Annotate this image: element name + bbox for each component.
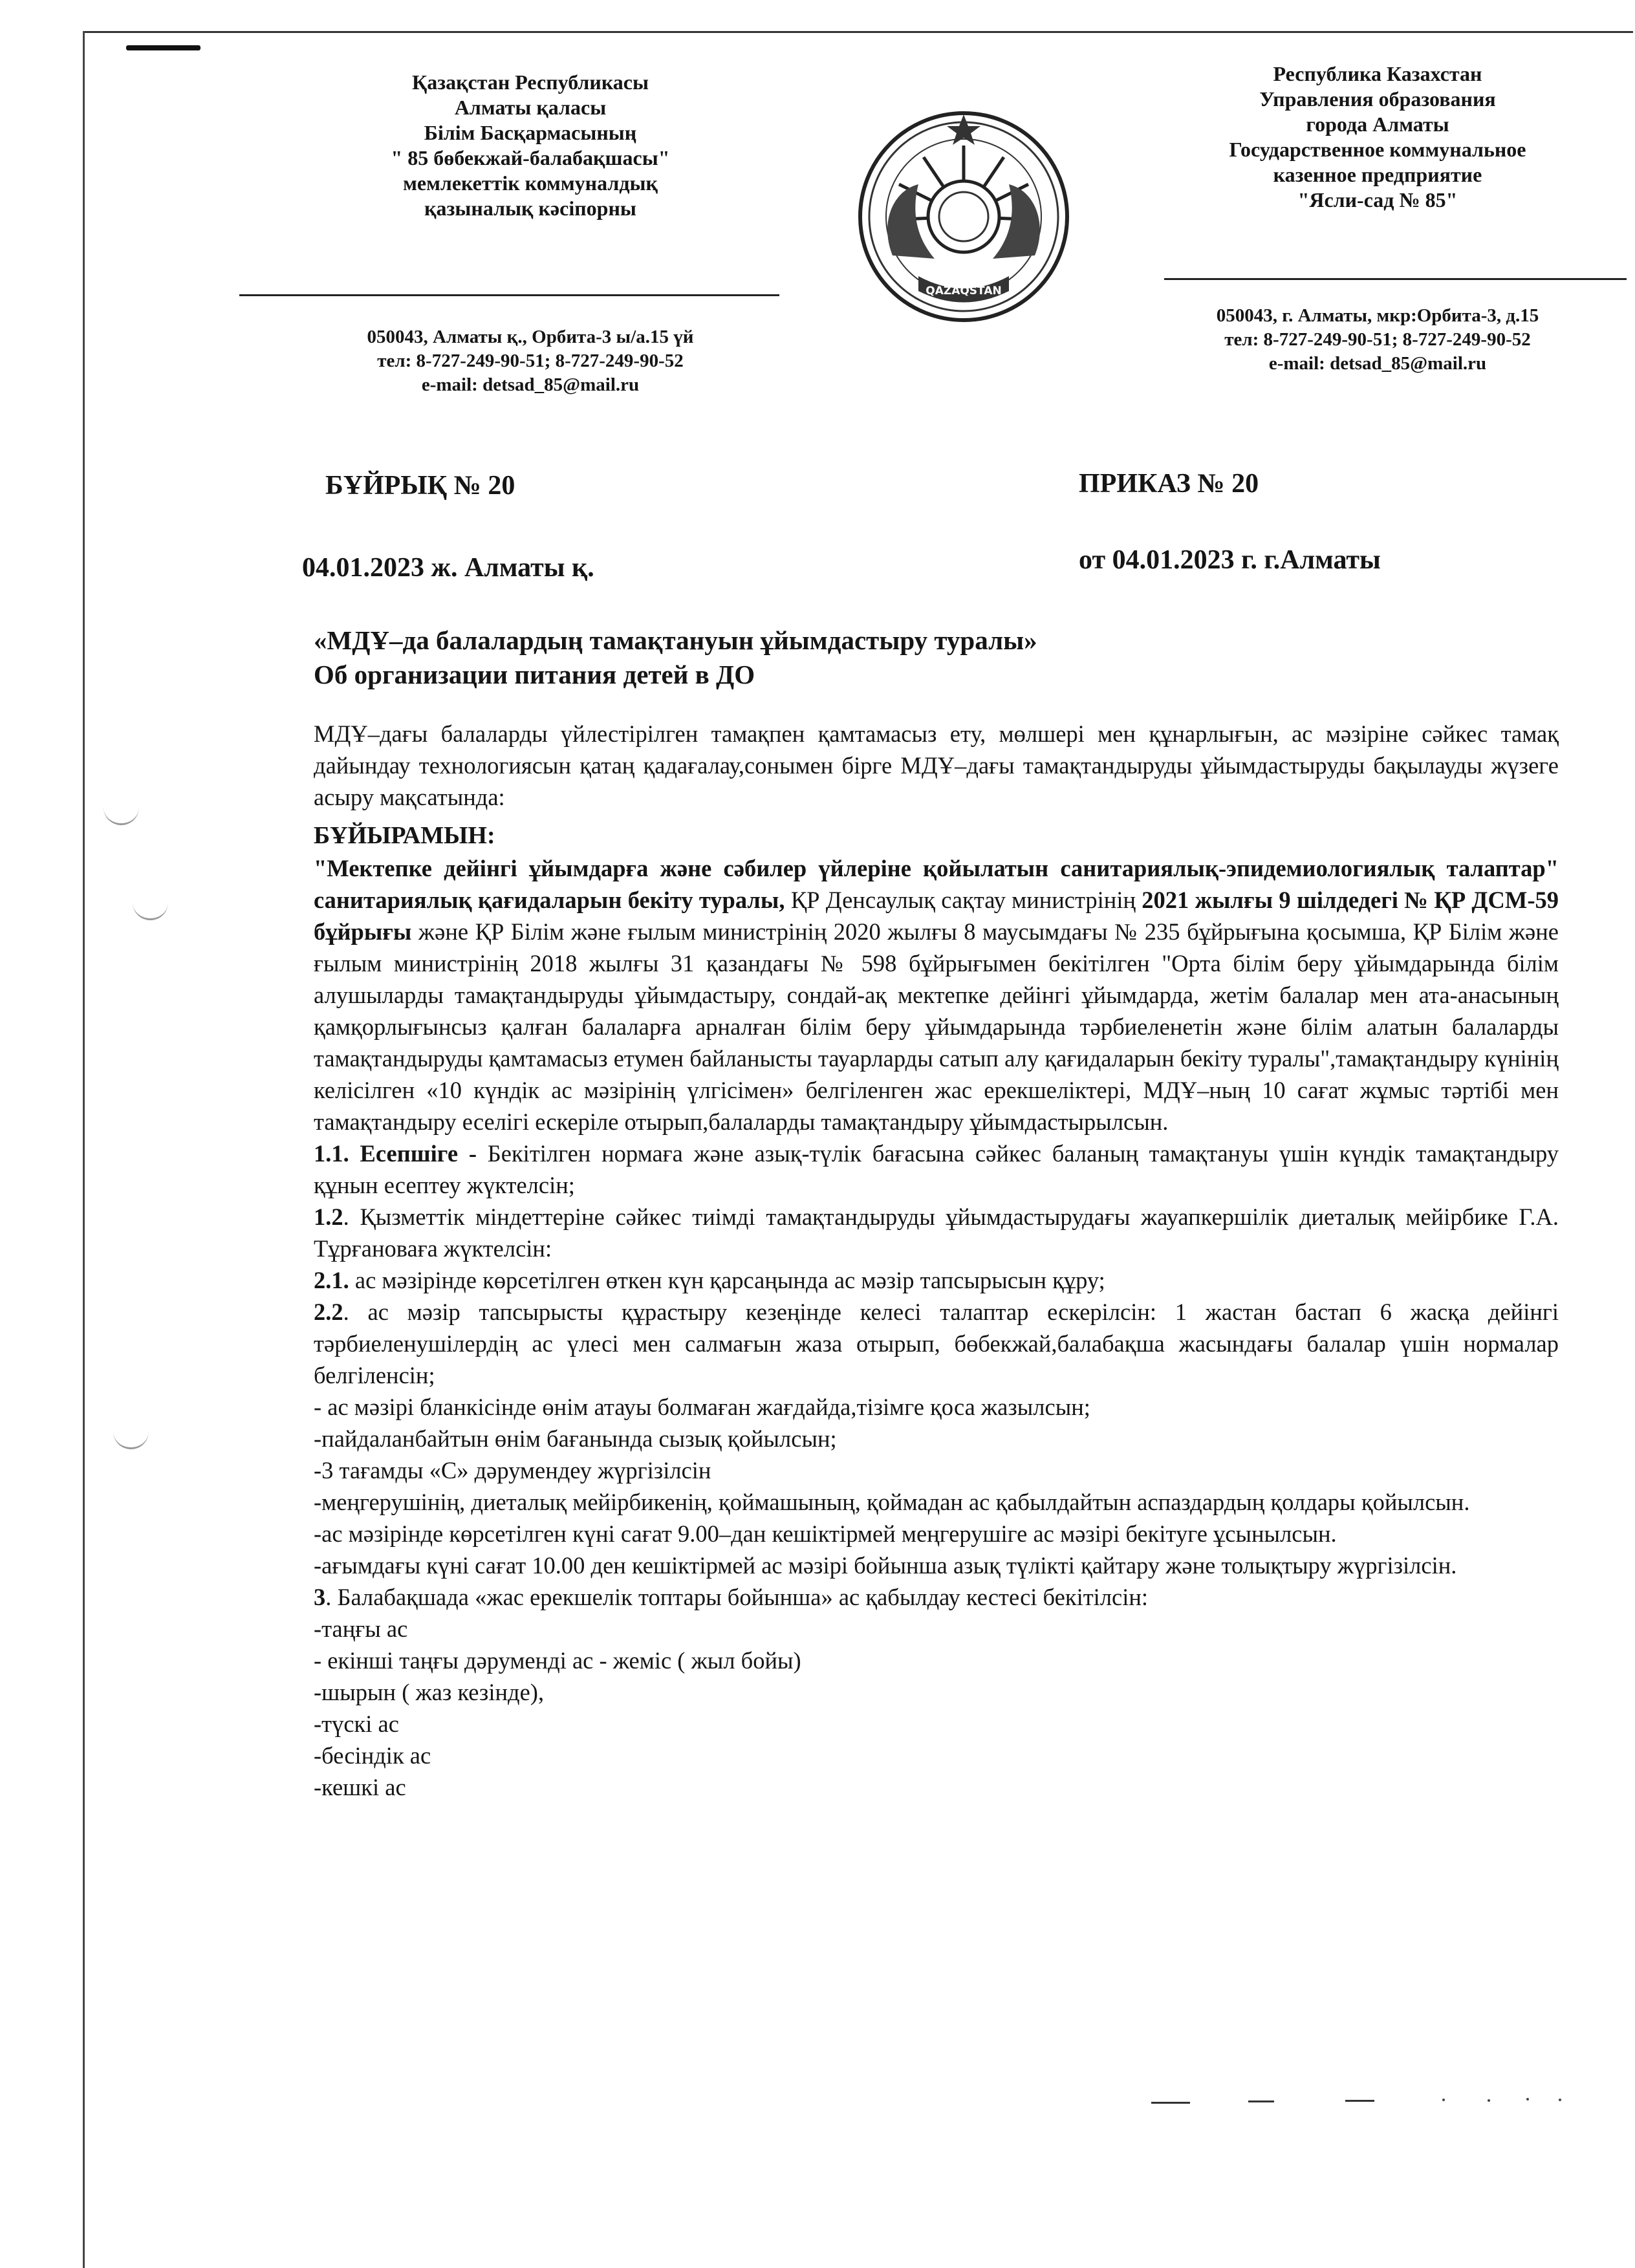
address-ru-line: тел: 8-727-249-90-51; 8-727-249-90-52 [1224, 329, 1531, 350]
address-kz-line: тел: 8-727-249-90-51; 8-727-249-90-52 [377, 351, 684, 371]
emblem-text: QAZAQSTAN [926, 285, 1002, 297]
meal-item: -шырын ( жаз кезінде), [314, 1679, 545, 1705]
address-ru-line: 050043, г. Алматы, мкр:Орбита-3, д.15 [1216, 305, 1539, 326]
letterhead-ru-line: "Ясли-сад № 85" [1297, 188, 1458, 211]
address-ru-email: e-mail: detsad_85@mail.ru [1268, 353, 1487, 374]
item-number: 2.2 [314, 1299, 343, 1325]
scan-artifact [1526, 2098, 1529, 2101]
item-number: 1.1. [314, 1140, 349, 1167]
scan-artifact [1442, 2099, 1445, 2101]
order-date-kz: 04.01.2023 ж. Алматы қ. [302, 553, 594, 583]
list-item: -меңгерушінің, диеталық мейірбикенің, қоймашының, қоймадан ас қабылдайтын аспаздардың қолдары қойылсын. [314, 1489, 1470, 1515]
letterhead-ru-line: Управления образования [1259, 87, 1496, 111]
address-kz-line: 050043, Алматы қ., Орбита-3 ы/а.15 үй [367, 327, 694, 347]
intro-paragraph: МДҰ–дағы балаларды үйлестірілген тамақпен қамтамасыз ету, мөлшері мен құнарлығын, ас мәзіріне сәйкес тамақ дайындау технологиясын қатаң қадағалау,сонымен бірге МДҰ–дағы тамақтандыруды ұйымдастыруды бақылауды жүзеге асыру мақсатында: [314, 720, 1559, 810]
order-date-ru: от 04.01.2023 г. г.Алматы [1079, 545, 1381, 575]
order-reference: 2021 жылғы 9 шілдедегі № ҚР ДСМ-59 бұйрығы [314, 887, 1559, 945]
scan-artifact [1248, 2101, 1274, 2102]
main-text-a: ҚР Денсаулық сақтау министрінің [785, 887, 1142, 913]
page-border-top [84, 31, 1633, 33]
order-subject-ru: Об организации питания детей в ДО [314, 660, 755, 689]
meal-item: -түскі ас [314, 1711, 399, 1737]
item-lead: Есепшіге - [349, 1140, 488, 1167]
address-kz-email: e-mail: detsad_85@mail.ru [421, 374, 640, 395]
meal-item: -таңғы ас [314, 1615, 408, 1642]
letterhead-kz-line: қазыналық кәсіпорны [424, 197, 636, 220]
address-ru [1145, 304, 1610, 376]
letterhead-kz [285, 70, 776, 221]
item-number: 1.2 [314, 1204, 343, 1230]
letterhead-ru [1145, 61, 1610, 213]
list-item: -ағымдағы күні сағат 10.00 ден кешіктірмей ас мәзірі бойынша азық түлікті қайтару және толықтыру жүргізілсін. [314, 1552, 1457, 1579]
item-1-1 [314, 1138, 1559, 1201]
main-paragraph [314, 852, 1559, 1138]
item-text: . Қызметтік міндеттеріне сәйкес тиімді тамақтандыруды ұйымдастырудағы жауапкершілік диеталық мейірбике Г.А. Тұрғановаға жүктелсін: [314, 1204, 1559, 1262]
item-2-1 [314, 1264, 1559, 1296]
address-kz [285, 325, 776, 397]
scan-artifact [1345, 2100, 1374, 2102]
item-number: 3 [314, 1584, 326, 1610]
decree-label: БҰЙЫРАМЫН: [314, 822, 495, 849]
letterhead-kz-line: " 85 бөбекжай-балабақшасы" [391, 146, 670, 169]
letterhead-kz-line: Білім Басқармасының [424, 121, 637, 144]
item-text: Бекітілген нормаға және азық-түлік бағасына сәйкес баланың тамақтануы үшін күндік тамақтандыру құнын есептеу жүктелсін; [314, 1140, 1559, 1198]
page-border-left [83, 31, 85, 2268]
list-item: -пайдаланбайтын өнім бағанында сызық қойылсын; [314, 1425, 837, 1452]
letterhead-ru-line: Государственное коммунальное [1229, 138, 1526, 161]
item-text: . ас мәзір тапсырысты құрастыру кезеңінде келесі талаптар ескерілсін: 1 жастан бастап 6 жасқа дейінгі тәрбиеленушілердің ас үлесі мен салмағын жаза отырып, бөбекжай,балабақша жасындағы балалар үшін нормалар белгіленсін; [314, 1299, 1559, 1388]
item-number: 2.1. [314, 1267, 349, 1293]
letterhead-kz-line: Қазақстан Республикасы [412, 70, 649, 94]
order-title-ru: ПРИКАЗ № 20 [1079, 469, 1259, 499]
meal-item: - екінші таңғы дәруменді ас - жеміс ( жыл бойы) [314, 1647, 801, 1674]
state-emblem-icon [854, 107, 1074, 327]
meal-item: -бесіндік ас [314, 1742, 431, 1769]
letterhead-kz-line: мемлекеттік коммуналдық [403, 171, 658, 195]
order-title-kz: БҰЙРЫҚ № 20 [325, 471, 515, 501]
item-text: . Балабақшада «жас ерекшелік топтары бойынша» ас қабылдау кестесі бекітілсін: [325, 1584, 1149, 1610]
scan-artifact [1151, 2102, 1190, 2104]
list-item: - ас мәзірі бланкісінде өнім атауы болмаған жағдайда,тізімге қоса жазылсын; [314, 1394, 1090, 1420]
item-3 [314, 1581, 1559, 1613]
order-body [314, 852, 1559, 1803]
scan-artifact [113, 1429, 149, 1449]
document-title-ref: "Мектепке дейінгі ұйымдарға және сәбилер үйлеріне қойылатын санитариялық-эпидемиологиялық талаптар" санитариялық қағидаларын бекіту туралы, [314, 855, 1559, 913]
main-text-b: және ҚР Білім және ғылым министрінің 2020 жылғы 8 маусымдағы № 235 бұйрығына қосымша, ҚР Білім және ғылым министрінің 2018 жылғы 31 қазандағы № 598 бұйрығымен бекітілген "Орта білім беру ұйымдарында білім алушыларды тамақтандыруды ұйымдастыру, сондай-ақ мектепке дейінгі ұйымдарда, жетім балалар мен ата-анасының қамқорлығынсыз қалған балаларға арналған білім беру ұйымдарында тәрбиеленетін және білім алатын балаларды тамақтандыруды қамтамасыз етумен байланысты тауарларды сатып алу қағидаларын бекіту туралы",тамақтандыру күнінің келісілген «10 күндік ас мәзірінің үлгісімен» белгіленген жас ерекшеліктері, МДҰ–ның 10 сағат жұмыс тәртібі мен тамақтандыру еселігі ескеріле отырып,балаларды тамақтандыру ұйымдастырылсын. [314, 918, 1559, 1135]
scan-mark [126, 45, 200, 50]
meal-item: -кешкі ас [314, 1774, 406, 1800]
item-2-2 [314, 1296, 1559, 1391]
letterhead-ru-line: казенное предприятие [1273, 163, 1482, 186]
item-1-2 [314, 1201, 1559, 1264]
item-text: ас мәзірінде көрсетілген өткен күн қарсаңында ас мәзір тапсырысын құру; [349, 1267, 1105, 1293]
list-item: -ас мәзірінде көрсетілген күні сағат 9.00–дан кешіктірмей меңгерушіге ас мәзірі бекітуге ұсынылсын. [314, 1520, 1337, 1547]
letterhead-kz-line: Алматы қаласы [454, 96, 607, 119]
letterhead-divider-right [1164, 278, 1627, 280]
scan-artifact [133, 900, 168, 920]
scan-artifact [103, 805, 139, 825]
letterhead-ru-line: города Алматы [1306, 113, 1449, 136]
scan-artifact [1488, 2099, 1490, 2102]
scan-artifact [1559, 2099, 1561, 2101]
order-subject-kz: «МДҰ–да балалардың тамақтануын ұйымдастыру туралы» [314, 625, 1037, 655]
letterhead-divider-left [239, 294, 779, 296]
list-item: -3 тағамды «С» дәрумендеу жүргізілсін [314, 1457, 711, 1484]
letterhead-ru-line: Республика Казахстан [1273, 62, 1482, 85]
